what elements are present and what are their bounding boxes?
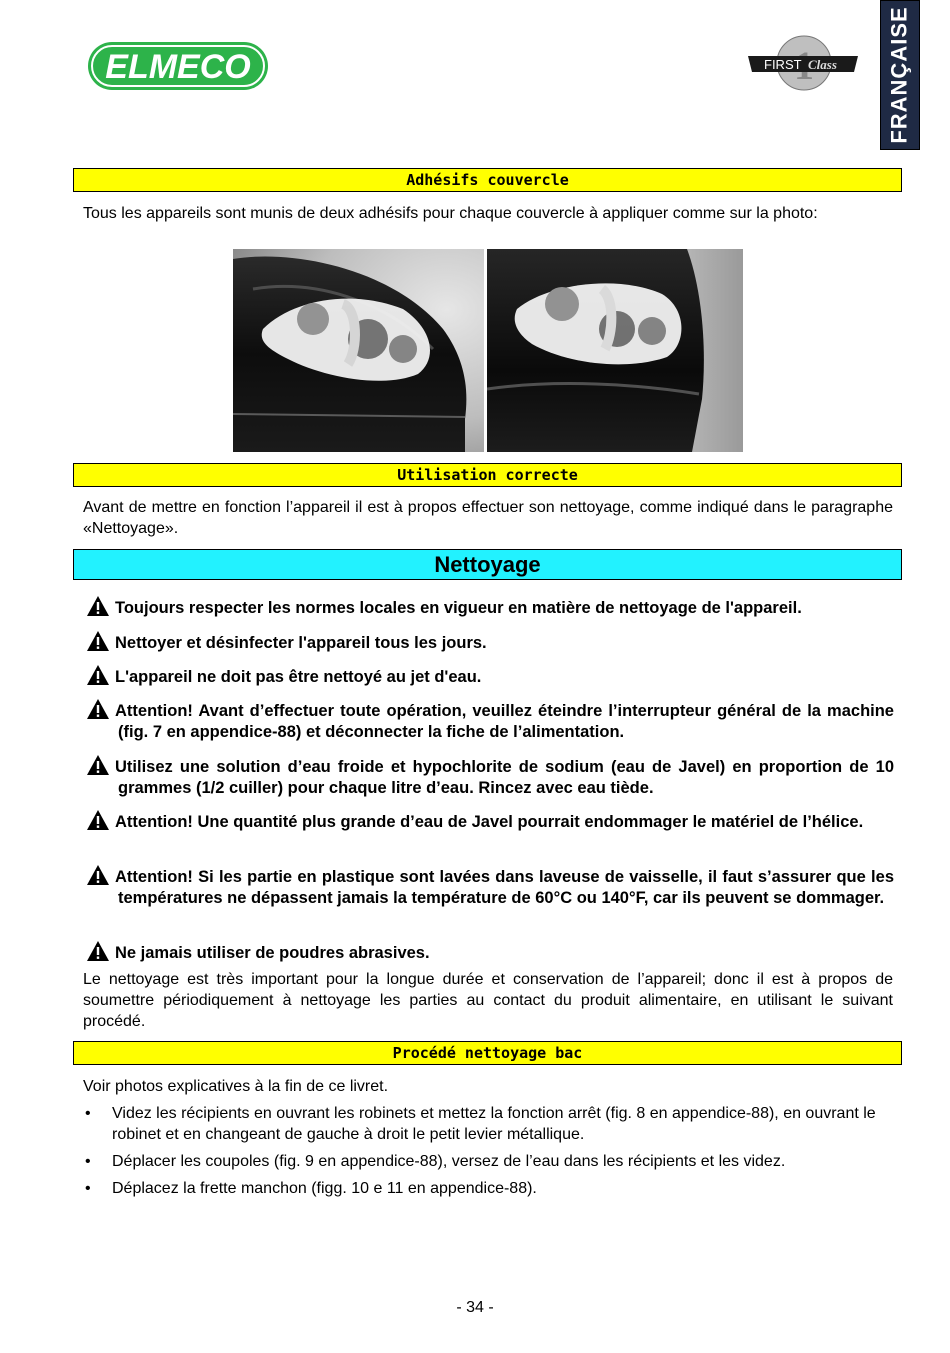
list-item-text: Déplacer les coupoles (fig. 9 en appendice-88), versez de l’eau dans les récipients et les videz. (112, 1153, 786, 1170)
list-item (85, 1151, 893, 1172)
logo-text: ELMECO (105, 48, 251, 86)
list-item-text: Déplacez la frette manchon (figg. 10 e 11 en appendice-88). (112, 1180, 537, 1197)
warning-text: Attention! Si les partie en plastique sont lavées dans laveuse de vaisselle, il faut s’assurer que les températures ne dépassent jamais la température de 60°C ou 140°F, car ils peuvent se dommager. (115, 868, 894, 907)
section-header-utilisation: Utilisation correcte (73, 463, 902, 487)
list-item-text: Videz les récipients en ouvrant les robinets et mettez la fonction arrêt (fig. 8 en appendice-88), en ouvrant le robinet et en changeant de gauche à droit le petit levier métallique. (112, 1105, 876, 1143)
warning-icon (86, 864, 110, 886)
list-item (85, 1103, 893, 1145)
section-header-procede: Procédé nettoyage bac (73, 1041, 902, 1065)
warning-item (86, 701, 894, 743)
bullet-icon: • (85, 1180, 91, 1197)
lid-photo-right (487, 249, 743, 452)
warning-text: Attention! Avant d’effectuer toute opération, veuillez éteindre l’interrupteur général de la machine (fig. 7 en appendice-88) et déconnecter la fiche de l’alimentation. (115, 702, 894, 741)
warning-icon (86, 698, 110, 720)
warning-text: Toujours respecter les normes locales en vigueur en matière de nettoyage de l'appareil. (115, 599, 802, 617)
badge-class: Class (808, 57, 837, 72)
badge-first: FIRST (764, 57, 802, 72)
first-class-badge (744, 34, 862, 92)
language-label: FRANÇAISE (887, 6, 912, 144)
warning-icon (86, 595, 110, 617)
lid-photo-left (233, 249, 484, 452)
nettoyage-paragraph: Le nettoyage est très important pour la longue durée et conservation de l’appareil; donc il est à propos de soumettre périodiquement à nettoyage les parties au contact du produit alimentaire, en utilisant le suivant procédé. (83, 971, 893, 1030)
warning-icon (86, 630, 110, 652)
warning-text: L'appareil ne doit pas être nettoyé au jet d'eau. (115, 668, 482, 686)
procede-intro: Voir photos explicatives à la fin de ce livret. (83, 1078, 389, 1095)
warning-item (86, 598, 894, 619)
warning-item (86, 812, 894, 833)
adhesifs-paragraph: Tous les appareils sont munis de deux adhésifs pour chaque couvercle à appliquer comme sur la photo: (83, 205, 818, 222)
warning-item (86, 943, 894, 964)
bullet-icon: • (85, 1105, 91, 1122)
page-number: - 34 - (456, 1299, 494, 1316)
bullet-icon: • (85, 1153, 91, 1170)
section-header-adhesifs: Adhésifs couvercle (73, 168, 902, 192)
warning-text: Utilisez une solution d’eau froide et hypochlorite de sodium (eau de Javel) en proportion de 10 grammes (1/2 cuiller) pour chaque litre d’eau. Rincez avec eau tiède. (115, 758, 894, 797)
list-item (85, 1178, 893, 1199)
warning-icon (86, 664, 110, 686)
warning-item (86, 633, 894, 654)
warning-icon (86, 754, 110, 776)
warning-item (86, 867, 894, 909)
warning-icon (86, 809, 110, 831)
language-tab (880, 0, 920, 150)
warning-item (86, 757, 894, 799)
section-header-nettoyage: Nettoyage (73, 549, 902, 580)
utilisation-paragraph: Avant de mettre en fonction l’appareil il est à propos effectuer son nettoyage, comme indiqué dans le paragraphe «Nettoyage». (83, 499, 893, 537)
warning-icon (86, 940, 110, 962)
warning-text: Nettoyer et désinfecter l'appareil tous les jours. (115, 634, 487, 652)
warning-text: Attention! Une quantité plus grande d’eau de Javel pourrait endommager le matériel de l’hélice. (115, 813, 864, 831)
elmeco-logo (86, 38, 270, 94)
warning-text: Ne jamais utiliser de poudres abrasives. (115, 944, 430, 962)
warning-item (86, 667, 894, 688)
